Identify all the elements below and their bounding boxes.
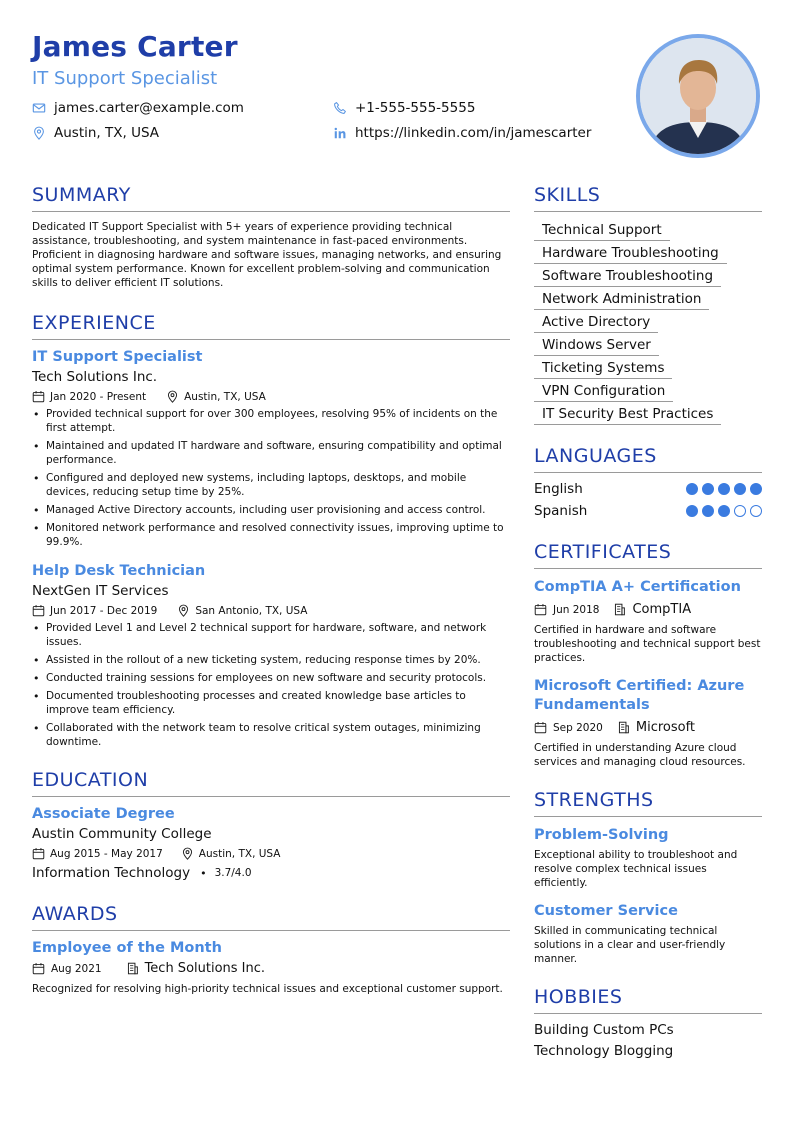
award-meta [32, 961, 510, 976]
language-level [686, 483, 762, 495]
separator-dot: • [200, 866, 207, 880]
list-item: • Monitored network performance and resolved connectivity issues, improving uptime to 99.9%. [32, 521, 510, 549]
certificate-meta [534, 720, 762, 735]
left-column [32, 184, 510, 996]
job-entry [32, 563, 510, 749]
certificate-date: Jun 2018 [553, 603, 600, 616]
skills-section [534, 184, 762, 425]
strengths-heading: STRENGTHS [534, 789, 762, 817]
education-field: Information Technology [32, 865, 191, 881]
list-item: • Collaborated with the network team to resolve critical system outages, minimizing downtime. [32, 721, 510, 749]
languages-section [534, 445, 762, 519]
building-icon [613, 603, 626, 616]
certificates-section [534, 541, 762, 769]
list-item: • Documented troubleshooting processes and created knowledge base articles to improve team efficiency. [32, 689, 510, 717]
award-issuer: Tech Solutions Inc. [144, 961, 266, 976]
hobbies-section [534, 986, 762, 1062]
calendar-icon [32, 962, 45, 975]
experience-heading: EXPERIENCE [32, 312, 510, 340]
hobby-item: Building Custom PCs [534, 1022, 674, 1038]
job-company: NextGen IT Services [32, 583, 169, 599]
award-description: Recognized for resolving high-priority technical issues and exceptional customer support. [32, 983, 503, 995]
job-dates: Jun 2017 - Dec 2019 [50, 604, 158, 617]
location-pin-icon [166, 390, 179, 403]
job-entry [32, 349, 510, 549]
list-item: • Assisted in the rollout of a new ticketing system, reducing response times by 20%. [32, 653, 510, 667]
languages-heading: LANGUAGES [534, 445, 762, 473]
education-heading: EDUCATION [32, 769, 510, 797]
language-name: English [534, 481, 583, 497]
level-dot-filled [734, 483, 746, 495]
strength-description: Exceptional ability to troubleshoot and resolve complex technical issues efficiently. [534, 849, 738, 889]
strength-description: Skilled in communicating technical solutions in a clear and user-friendly manner. [534, 925, 726, 965]
skill-item: IT Security Best Practices [534, 404, 721, 425]
awards-heading: AWARDS [32, 903, 510, 931]
skill-item: Ticketing Systems [534, 358, 672, 379]
summary-section [32, 184, 510, 290]
skill-item: Active Directory [534, 312, 658, 333]
skills-heading: SKILLS [534, 184, 762, 212]
candidate-role: IT Support Specialist [32, 68, 218, 89]
list-item: • Provided technical support for over 300 employees, resolving 95% of incidents on the first attempt. [32, 407, 510, 435]
certificate-meta [534, 602, 762, 617]
summary-text: Dedicated IT Support Specialist with 5+ years of experience providing technical assistance, troubleshooting, and system maintenance in fast-paced environments. Proficient in diagnosing hardware and software issues, managing networks, and ensuring optimal system performance. Known for excellent problem-solving and communication skills to deliver efficient IT solutions. [32, 221, 502, 289]
contact-phone[interactable] [333, 100, 475, 116]
summary-heading: SUMMARY [32, 184, 510, 212]
calendar-icon [32, 847, 45, 860]
list-item: • Configured and deployed new systems, including laptops, desktops, and mobile devices, reducing setup time by 25%. [32, 471, 510, 499]
email-text: james.carter@example.com [54, 100, 244, 116]
skill-item: Network Administration [534, 289, 709, 310]
building-icon [617, 721, 630, 734]
certificate-issuer: CompTIA [632, 602, 692, 617]
linkedin-text: https://linkedin.com/in/jamescarter [355, 125, 592, 141]
award-title: Employee of the Month [32, 940, 222, 956]
language-level [686, 505, 762, 517]
building-icon [126, 962, 139, 975]
calendar-icon [32, 604, 45, 617]
level-dot-filled [750, 483, 762, 495]
language-name: Spanish [534, 503, 588, 519]
contact-email[interactable] [32, 100, 244, 116]
job-meta [32, 390, 510, 403]
location-pin-icon [181, 847, 194, 860]
calendar-icon [534, 721, 547, 734]
location-text: Austin, TX, USA [54, 125, 160, 141]
contact-linkedin[interactable] [333, 125, 591, 141]
skill-item: Hardware Troubleshooting [534, 243, 727, 264]
mail-icon [32, 101, 46, 115]
job-bullets [32, 407, 510, 549]
skills-list [534, 220, 762, 425]
job-company: Tech Solutions Inc. [32, 369, 158, 385]
list-item: • Maintained and updated IT hardware and software, ensuring compatibility and optimal performance. [32, 439, 510, 467]
phone-text: +1-555-555-5555 [355, 100, 476, 116]
calendar-icon [534, 603, 547, 616]
certificate-title: CompTIA A+ Certification [534, 579, 741, 595]
calendar-icon [32, 390, 45, 403]
certificate-issuer: Microsoft [635, 720, 696, 735]
level-dot-empty [750, 505, 762, 517]
job-location: Austin, TX, USA [184, 390, 266, 403]
profile-photo [636, 34, 760, 158]
certificate-entry [534, 578, 762, 665]
certificate-date: Sep 2020 [553, 721, 603, 734]
language-row [534, 481, 762, 497]
skill-item: Technical Support [534, 220, 670, 241]
skill-item: Windows Server [534, 335, 659, 356]
level-dot-filled [686, 483, 698, 495]
education-gpa: 3.7/4.0 [214, 867, 252, 879]
education-section [32, 769, 510, 881]
job-title: Help Desk Technician [32, 563, 206, 579]
strength-title: Problem-Solving [534, 827, 669, 843]
list-item: • Provided Level 1 and Level 2 technical support for hardware, software, and network issues. [32, 621, 510, 649]
level-dot-filled [702, 505, 714, 517]
person-icon [640, 38, 756, 154]
level-dot-filled [718, 483, 730, 495]
level-dot-filled [718, 505, 730, 517]
school-name: Austin Community College [32, 826, 212, 842]
job-bullets [32, 621, 510, 749]
location-pin-icon [177, 604, 190, 617]
level-dot-empty [734, 505, 746, 517]
right-column [534, 184, 762, 1062]
linkedin-icon [333, 126, 347, 140]
hobby-item: Technology Blogging [534, 1043, 674, 1059]
education-dates: Aug 2015 - May 2017 [50, 847, 163, 860]
strength-title: Customer Service [534, 903, 678, 919]
candidate-name: James Carter [32, 30, 238, 63]
awards-section [32, 903, 510, 996]
job-title: IT Support Specialist [32, 349, 203, 365]
location-pin-icon [32, 126, 46, 140]
list-item: • Managed Active Directory accounts, including user provisioning and access control. [32, 503, 510, 517]
job-dates: Jan 2020 - Present [50, 390, 147, 403]
job-location: San Antonio, TX, USA [195, 604, 308, 617]
award-date: Aug 2021 [51, 962, 102, 975]
skill-item: Software Troubleshooting [534, 266, 721, 287]
education-field-row [32, 865, 510, 881]
certificate-description: Certified in understanding Azure cloud services and managing cloud resources. [534, 742, 746, 768]
certificate-entry [534, 677, 762, 769]
level-dot-filled [686, 505, 698, 517]
certificate-title: Microsoft Certified: Azure Fundamentals [534, 678, 745, 713]
degree-title: Associate Degree [32, 806, 175, 822]
hobbies-heading: HOBBIES [534, 986, 762, 1014]
contact-location [32, 125, 159, 141]
skill-item: VPN Configuration [534, 381, 673, 402]
strengths-section [534, 789, 762, 966]
list-item: • Conducted training sessions for employees on new software and security protocols. [32, 671, 510, 685]
certificates-heading: CERTIFICATES [534, 541, 762, 569]
level-dot-filled [702, 483, 714, 495]
phone-icon [333, 101, 347, 115]
job-meta [32, 604, 510, 617]
education-meta [32, 847, 510, 860]
language-row [534, 503, 762, 519]
education-location: Austin, TX, USA [198, 847, 281, 860]
certificate-description: Certified in hardware and software troubleshooting and technical support best practices. [534, 624, 761, 664]
experience-section [32, 312, 510, 749]
